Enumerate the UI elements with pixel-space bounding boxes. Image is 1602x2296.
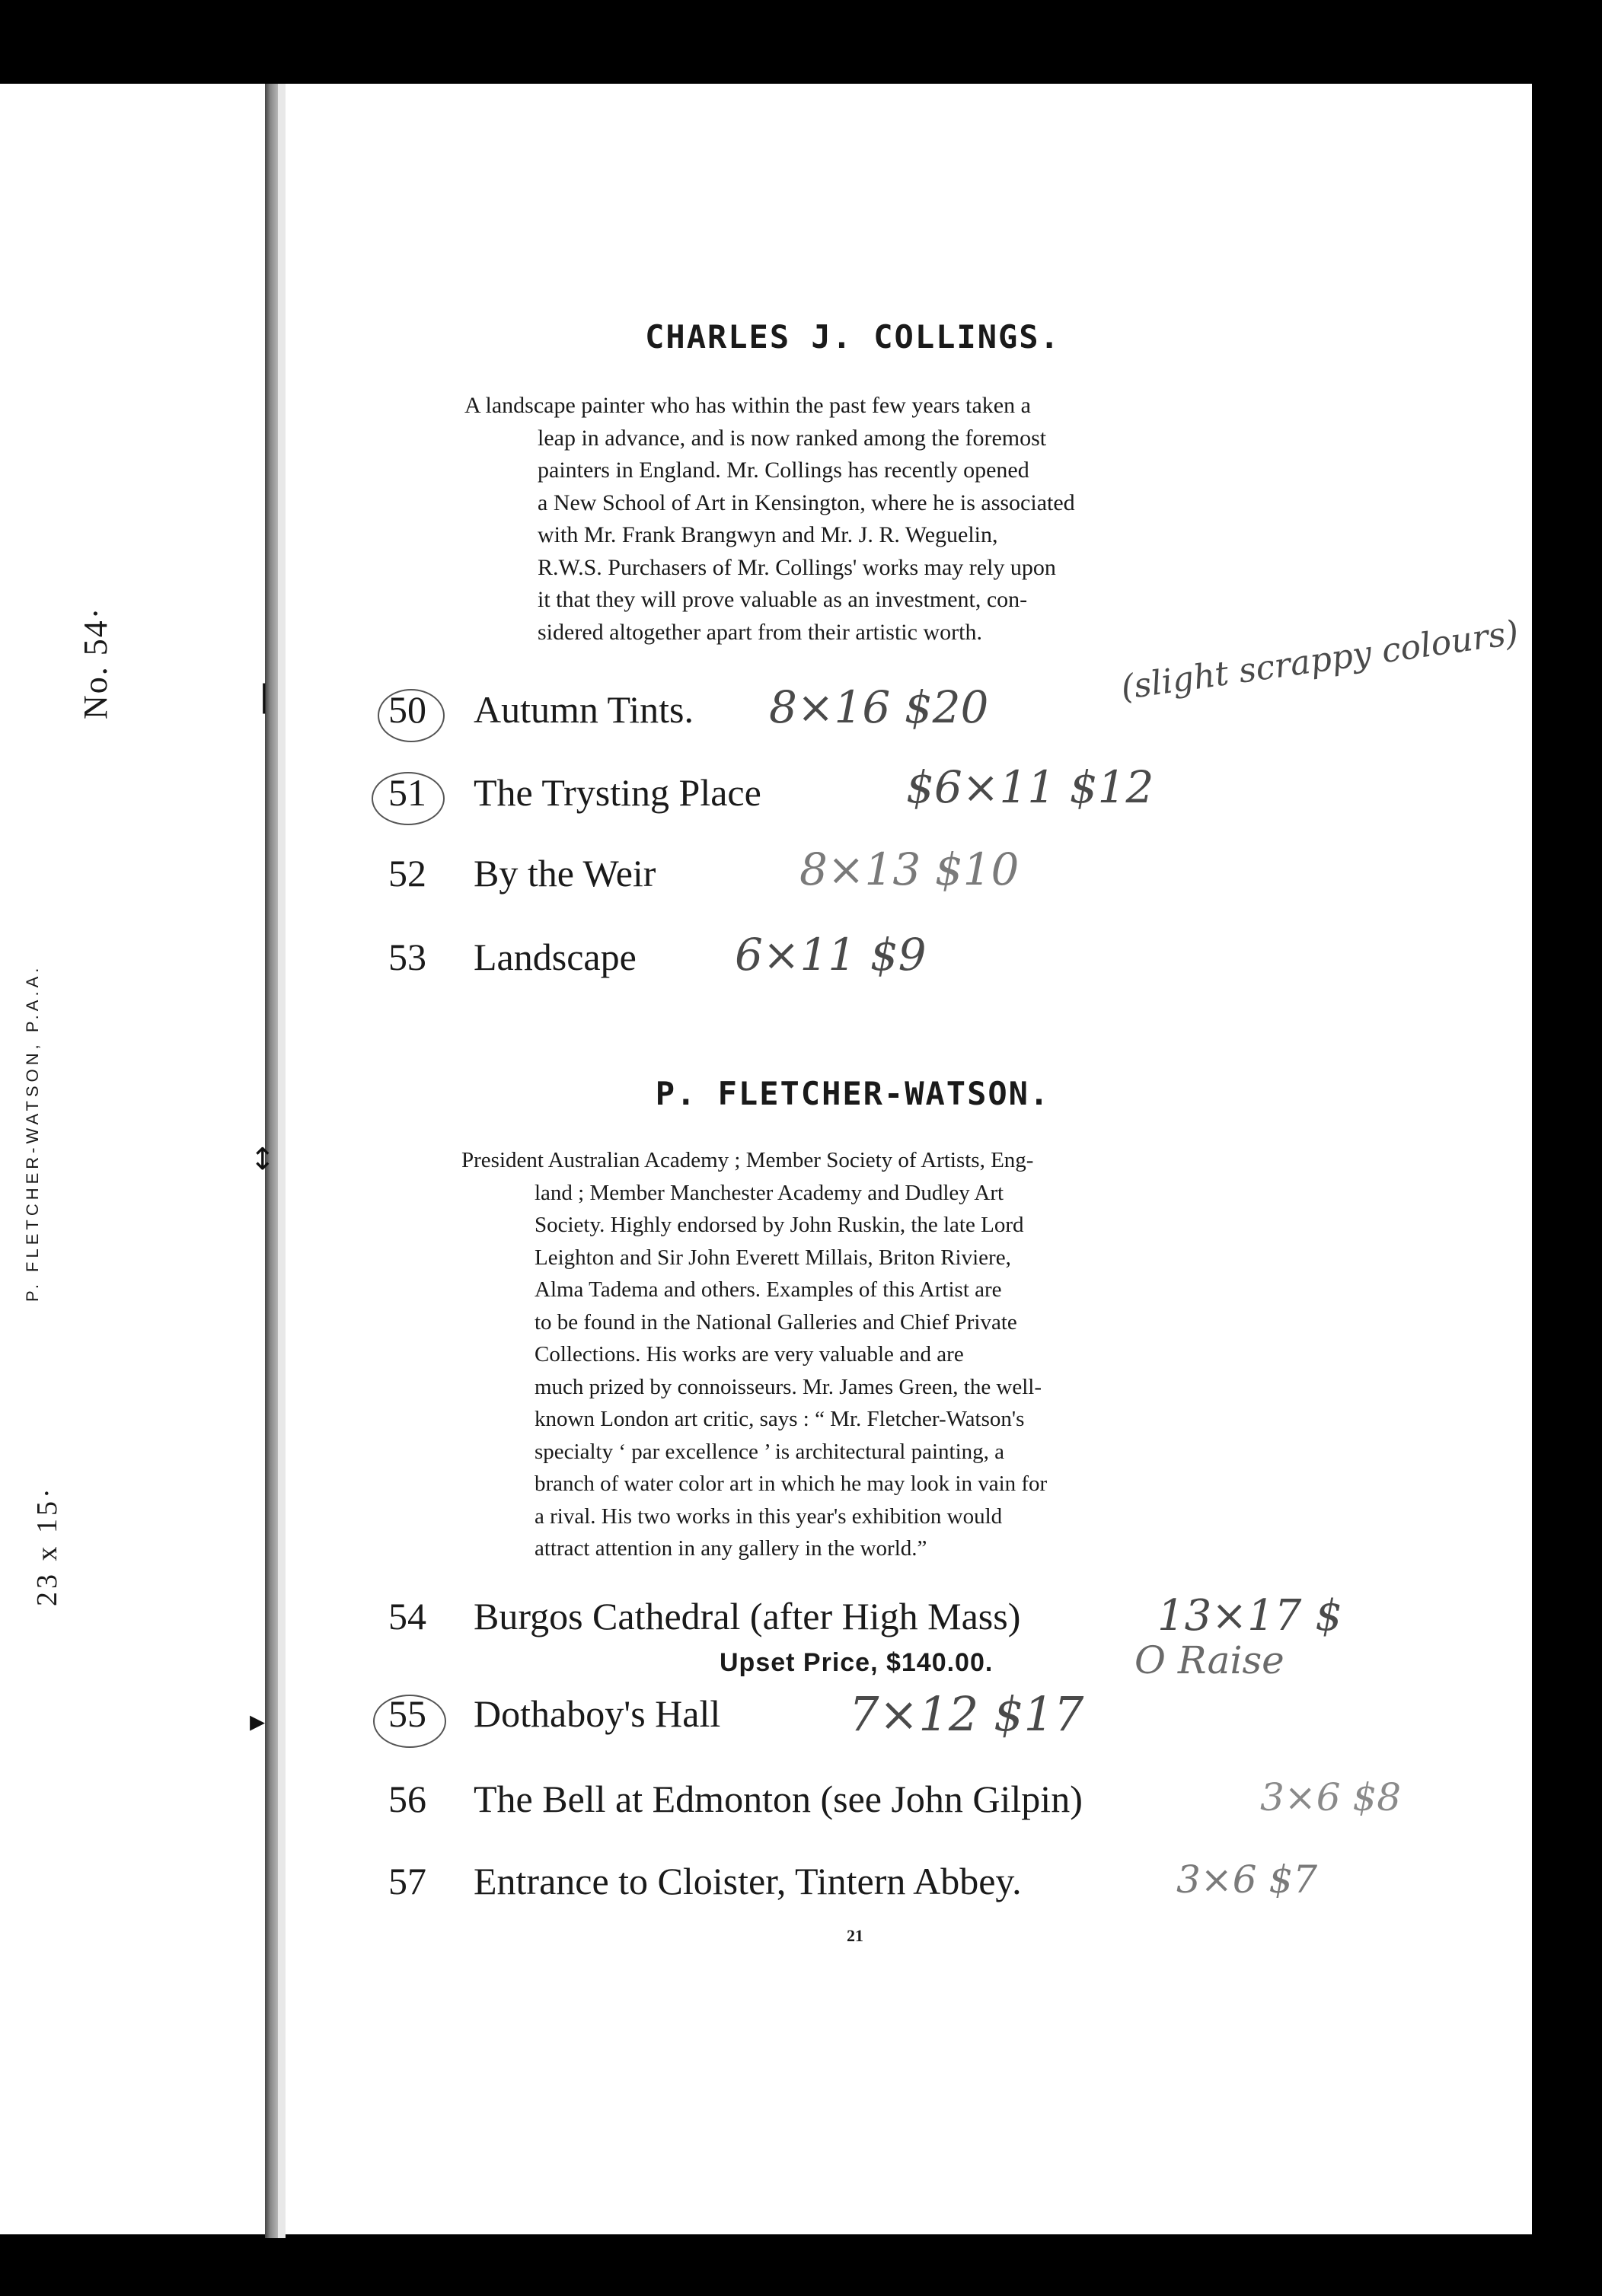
lot-title: The Trysting Place bbox=[474, 771, 761, 814]
lot-number: 56 bbox=[388, 1778, 426, 1820]
bio-line: with Mr. Frank Brangwyn and Mr. J. R. Weguelin, bbox=[538, 522, 998, 547]
scan-border-top bbox=[0, 0, 1602, 84]
bio-line: President Australian Academy ; Member Society of Artists, Eng- bbox=[461, 1148, 1034, 1172]
bio-line: sidered altogether apart from their artistic worth. bbox=[538, 619, 982, 645]
lot-row bbox=[388, 1777, 1083, 1821]
handwritten-circle bbox=[378, 689, 445, 742]
lot-row bbox=[388, 1594, 1020, 1638]
handwritten-note: O Raise bbox=[1134, 1638, 1284, 1682]
scan-border-right bbox=[1532, 0, 1602, 2296]
bio-line: specialty ‘ par excellence ’ is architectural painting, a bbox=[535, 1439, 1005, 1464]
bio-line: known London art critic, says : “ Mr. Fletcher-Watson's bbox=[535, 1407, 1025, 1431]
bio-line: it that they will prove valuable as an investment, con- bbox=[538, 587, 1028, 612]
upset-price: Upset Price, $140.00. bbox=[720, 1648, 994, 1677]
bio-line: A landscape painter who has within the past few years taken a bbox=[464, 393, 1031, 418]
handwritten-note: 6×11 $9 bbox=[735, 929, 927, 981]
bio-line: a rival. His two works in this year's exhibition would bbox=[535, 1504, 1003, 1529]
lot-row bbox=[388, 935, 637, 979]
lot-number: 55 bbox=[388, 1692, 426, 1735]
lot-title: The Bell at Edmonton (see John Gilpin) bbox=[474, 1778, 1083, 1820]
page-number: 21 bbox=[847, 1926, 863, 1945]
bio-line: painters in England. Mr. Collings has recently opened bbox=[538, 458, 1029, 483]
artist-bio bbox=[461, 1144, 1197, 1565]
lot-title: Entrance to Cloister, Tintern Abbey. bbox=[474, 1860, 1022, 1902]
lot-row bbox=[388, 770, 761, 815]
artist-heading: CHARLES J. COLLINGS. bbox=[645, 318, 1061, 356]
handwritten-margin-note: (slight scrappy colours) bbox=[1119, 613, 1521, 708]
handwritten-note: $6×11 $12 bbox=[906, 761, 1154, 813]
prev-page-catalog-number: No. 54· bbox=[77, 606, 114, 719]
lot-number: 50 bbox=[388, 688, 426, 731]
bio-line: Society. Highly endorsed by John Ruskin, the late Lord bbox=[535, 1213, 1024, 1237]
bio-line: Collections. His works are very valuable and are bbox=[535, 1342, 964, 1366]
bio-line: branch of water color art in which he may look in vain for bbox=[535, 1472, 1048, 1496]
page-edge bbox=[278, 84, 286, 2238]
prev-page-dimensions: 23 x 15· bbox=[31, 1485, 63, 1606]
lot-number: 52 bbox=[388, 852, 426, 894]
lot-row bbox=[388, 1859, 1022, 1903]
bio-line: Leighton and Sir John Everett Millais, Briton Riviere, bbox=[535, 1245, 1011, 1270]
lot-title: Burgos Cathedral (after High Mass) bbox=[474, 1595, 1021, 1637]
lot-title: Dothaboy's Hall bbox=[474, 1692, 721, 1735]
artist-heading: P. FLETCHER-WATSON. bbox=[655, 1075, 1051, 1112]
artist-bio bbox=[464, 390, 1195, 649]
binding-thread-mark: ↕ bbox=[250, 1142, 276, 1177]
handwritten-note: 8×16 $20 bbox=[769, 681, 989, 733]
bio-line: a New School of Art in Kensington, where he is associated bbox=[538, 489, 1075, 515]
lot-number: 51 bbox=[388, 771, 426, 814]
handwritten-circle bbox=[372, 772, 445, 825]
handwritten-note: 13×17 $ bbox=[1157, 1591, 1342, 1641]
bio-line: Alma Tadema and others. Examples of this Artist are bbox=[535, 1277, 1002, 1302]
prev-page-artist-line: P. FLETCHER-WATSON, P.A.A. bbox=[23, 964, 42, 1302]
lot-number: 57 bbox=[388, 1860, 426, 1902]
bio-line: land ; Member Manchester Academy and Dudley Art bbox=[535, 1180, 1004, 1205]
lot-title: By the Weir bbox=[474, 852, 656, 894]
handwritten-note: 3×6 $8 bbox=[1260, 1775, 1402, 1819]
handwritten-note: 8×13 $10 bbox=[799, 843, 1020, 895]
lot-number: 53 bbox=[388, 936, 426, 978]
handwritten-note: 7×12 $17 bbox=[849, 1686, 1084, 1742]
lot-number: 54 bbox=[388, 1595, 426, 1637]
lot-title: Landscape bbox=[474, 936, 637, 978]
binding-thread-mark: ▸ bbox=[250, 1704, 266, 1739]
bio-line: much prized by connoisseurs. Mr. James Green, the well- bbox=[535, 1374, 1042, 1399]
binding-thread-mark: ❘ bbox=[251, 679, 277, 714]
bio-line: to be found in the National Galleries and Chief Private bbox=[535, 1309, 1017, 1335]
lot-row bbox=[388, 851, 656, 895]
handwritten-note: 3×6 $7 bbox=[1176, 1858, 1318, 1902]
bio-line: R.W.S. Purchasers of Mr. Collings' works may rely upon bbox=[538, 554, 1056, 580]
scan-border-bottom bbox=[0, 2234, 1602, 2296]
bio-line: leap in advance, and is now ranked among the foremost bbox=[538, 425, 1047, 451]
handwritten-circle bbox=[373, 1695, 446, 1748]
lot-title: Autumn Tints. bbox=[474, 688, 694, 731]
bio-line: attract attention in any gallery in the world.” bbox=[535, 1536, 927, 1561]
